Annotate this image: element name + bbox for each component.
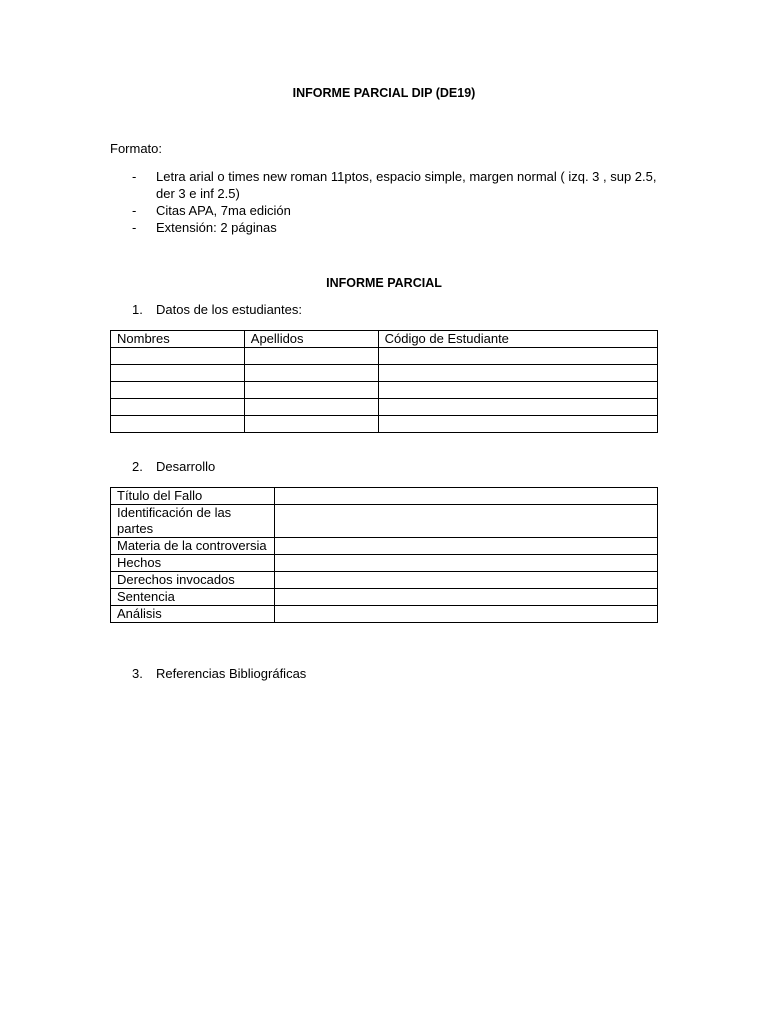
- section-heading-3: [110, 666, 306, 681]
- table-row: [111, 538, 658, 555]
- table-row: [111, 589, 658, 606]
- section-label: Datos de los estudiantes:: [156, 302, 302, 317]
- table-cell[interactable]: [111, 382, 245, 399]
- table-cell[interactable]: [111, 365, 245, 382]
- table-cell[interactable]: [111, 348, 245, 365]
- row-label: Sentencia: [111, 589, 275, 606]
- section-heading-2: [110, 459, 215, 474]
- bullet-dash: -: [132, 169, 137, 184]
- header-apellidos: Apellidos: [244, 331, 378, 348]
- table-cell[interactable]: [378, 348, 657, 365]
- table-row: [111, 382, 658, 399]
- row-label: Análisis: [111, 606, 275, 623]
- table-cell[interactable]: [378, 365, 657, 382]
- row-label: Título del Fallo: [111, 488, 275, 505]
- list-item: [110, 219, 670, 236]
- table-cell[interactable]: [275, 555, 658, 572]
- table-header-row: [111, 331, 658, 348]
- list-item: [110, 168, 670, 202]
- table-row: [111, 555, 658, 572]
- table-cell[interactable]: [275, 488, 658, 505]
- list-item-text: Letra arial o times new roman 11ptos, espacio simple, margen normal ( izq. 3 , sup 2.5, der 3 e inf 2.5): [156, 169, 657, 201]
- table-row: [111, 606, 658, 623]
- table-row: [111, 572, 658, 589]
- table-cell[interactable]: [275, 589, 658, 606]
- section-number: 3.: [132, 666, 143, 681]
- list-item-text: Citas APA, 7ma edición: [156, 203, 291, 218]
- section-label: Referencias Bibliográficas: [156, 666, 307, 681]
- table-cell[interactable]: [378, 416, 657, 433]
- table-cell[interactable]: [275, 606, 658, 623]
- table-cell[interactable]: [378, 382, 657, 399]
- table-cell[interactable]: [275, 572, 658, 589]
- table-cell[interactable]: [378, 399, 657, 416]
- table-row: [111, 488, 658, 505]
- table-row: [111, 348, 658, 365]
- list-item-text: Extensión: 2 páginas: [156, 220, 277, 235]
- table-cell[interactable]: [244, 365, 378, 382]
- table-cell[interactable]: [244, 399, 378, 416]
- document-title: INFORME PARCIAL DIP (DE19): [292, 86, 476, 100]
- table-cell[interactable]: [275, 505, 658, 538]
- development-table: [110, 487, 658, 623]
- table-row: [111, 365, 658, 382]
- table-cell[interactable]: [275, 538, 658, 555]
- table-row: [111, 416, 658, 433]
- section-label: Desarrollo: [156, 459, 216, 474]
- row-label: Derechos invocados: [111, 572, 275, 589]
- header-codigo: Código de Estudiante: [378, 331, 657, 348]
- formato-label: Formato:: [110, 141, 163, 156]
- row-label: Hechos: [111, 555, 275, 572]
- section-number: 1.: [132, 302, 143, 317]
- table-cell[interactable]: [244, 348, 378, 365]
- section-heading-1: [110, 302, 302, 317]
- bullet-dash: -: [132, 220, 137, 235]
- section-number: 2.: [132, 459, 143, 474]
- table-cell[interactable]: [244, 416, 378, 433]
- table-cell[interactable]: [111, 399, 245, 416]
- table-cell[interactable]: [244, 382, 378, 399]
- students-table: [110, 330, 658, 433]
- table-row: [111, 399, 658, 416]
- table-cell[interactable]: [111, 416, 245, 433]
- table-row: [111, 505, 658, 538]
- bullet-dash: -: [132, 203, 137, 218]
- header-nombres: Nombres: [111, 331, 245, 348]
- section-subtitle: INFORME PARCIAL: [326, 276, 442, 290]
- row-label: Identificación de las partes: [111, 505, 275, 538]
- row-label: Materia de la controversia: [111, 538, 275, 555]
- list-item: [110, 202, 670, 219]
- formato-list: [110, 168, 670, 236]
